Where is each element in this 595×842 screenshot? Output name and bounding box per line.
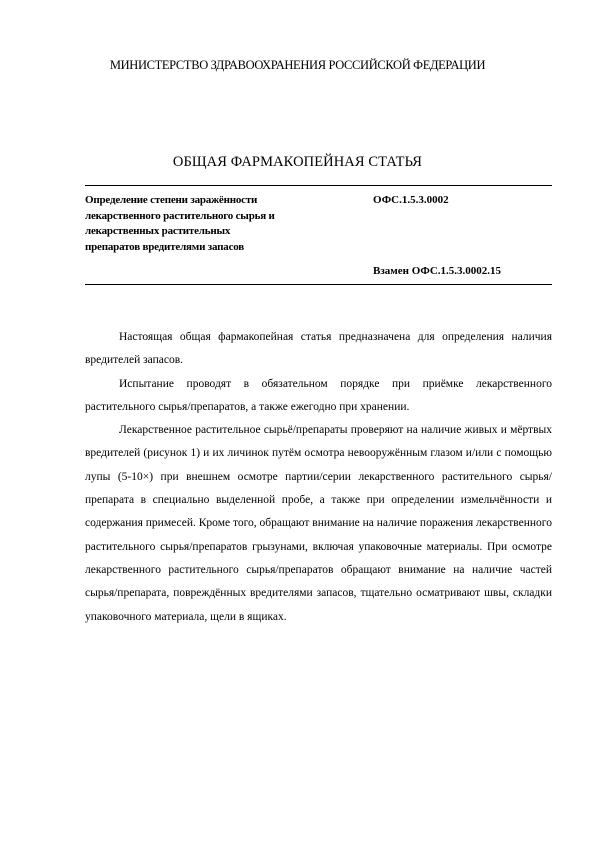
bottom-divider bbox=[85, 284, 552, 285]
article-title-line: препаратов вредителями запасов bbox=[85, 240, 245, 253]
article-title bbox=[85, 193, 355, 255]
document-type-heading: ОБЩАЯ ФАРМАКОПЕЙНАЯ СТАТЬЯ bbox=[172, 154, 423, 170]
article-code: ОФС.1.5.3.0002 bbox=[373, 194, 449, 206]
article-title-line: Определение степени заражённости bbox=[85, 194, 258, 206]
top-divider bbox=[85, 185, 552, 186]
body-paragraph: Настоящая общая фармакопейная статья предназначена для определения наличия вредителей запасов. bbox=[85, 331, 552, 367]
article-title-line: лекарственных растительных bbox=[85, 225, 231, 237]
body-paragraph: Лекарственное растительное сырьё/препараты проверяют на наличие живых и мёртвых вредителей (рисунок 1) и их личинок путём осмотра невооружённым глазом и/или с помощью лупы (5-10×) при внешнем осмотре партии/серии лекарственного растительного сырья/препарата в специально выделенной пробе, а также при определении измельчённости и содержания примесей. Кроме того, обращают внимание на наличие поражения лекарственного растительного сырья/препаратов грызунами, включая упаковочные материалы. При осмотре лекарственного растительного сырья/препаратов обращают внимание на наличие частей сырья/препарата, повреждённых вредителями запасов, тщательно осматривают швы, складки упаковочного материала, щели в ящиках. bbox=[85, 424, 552, 623]
article-body bbox=[85, 326, 552, 629]
replaces-code: Взамен ОФС.1.5.3.0002.15 bbox=[373, 265, 502, 277]
article-title-line: лекарственного растительного сырья и bbox=[85, 209, 275, 222]
body-paragraph: Испытание проводят в обязательном порядке при приёмке лекарственного растительного сырья/препаратов, а также ежегодно при хранении. bbox=[85, 377, 552, 413]
ministry-heading: МИНИСТЕРСТВО ЗДРАВООХРАНЕНИЯ РОССИЙСКОЙ ФЕДЕРАЦИИ bbox=[109, 58, 486, 72]
